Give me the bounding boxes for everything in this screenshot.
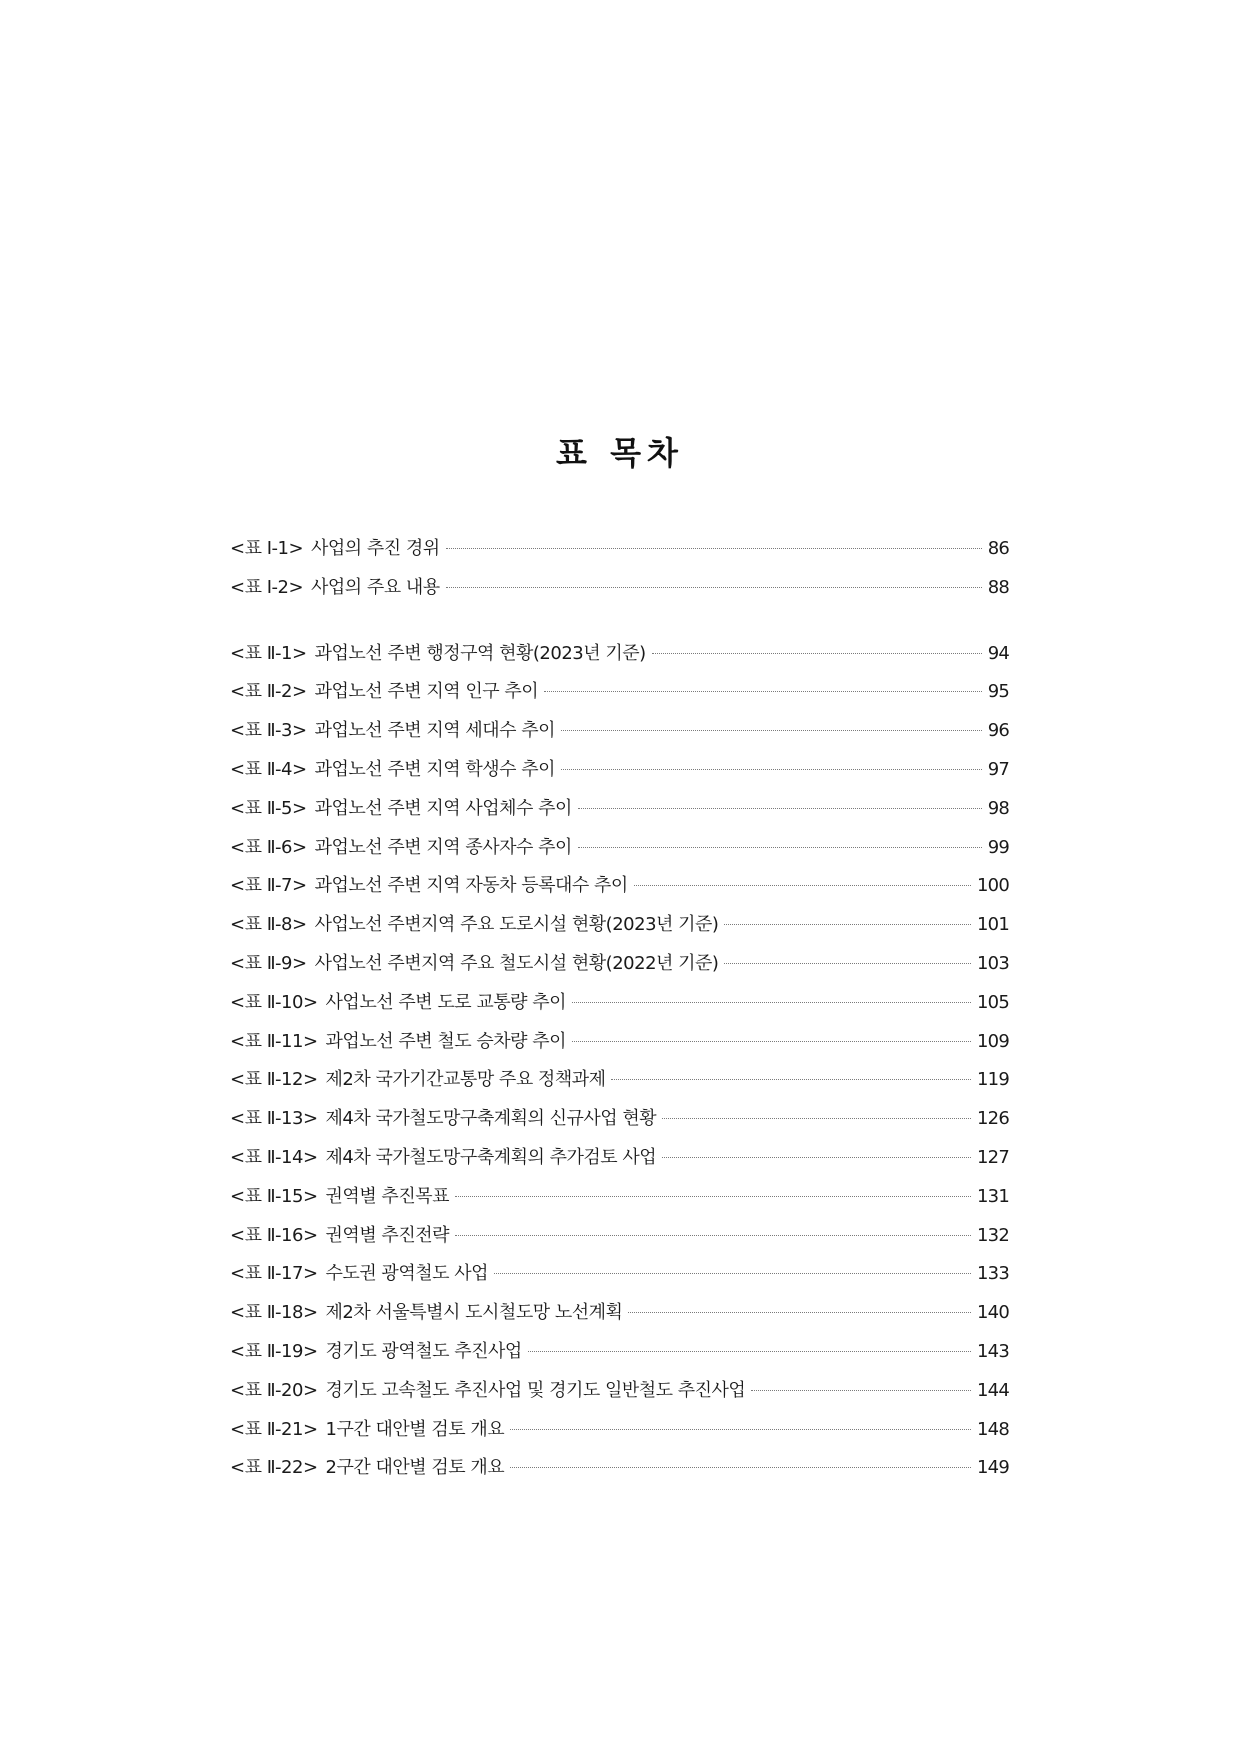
dot-leader bbox=[446, 548, 982, 549]
toc-entry[interactable] bbox=[230, 673, 1009, 712]
table-number: <표 Ⅱ-12> bbox=[230, 1069, 318, 1091]
table-number: <표 Ⅱ-2> bbox=[230, 681, 307, 703]
table-caption: 과업노선 주변 지역 인구 추이 bbox=[314, 681, 539, 703]
table-number: <표 Ⅱ-19> bbox=[230, 1340, 318, 1362]
toc-entry[interactable] bbox=[230, 1411, 1009, 1450]
page-number: 105 bbox=[977, 991, 1009, 1013]
page-number: 127 bbox=[977, 1146, 1009, 1168]
toc-entry[interactable] bbox=[230, 867, 1009, 906]
table-caption: 과업노선 주변 지역 세대수 추이 bbox=[314, 720, 556, 742]
table-caption: 사업노선 주변 도로 교통량 추이 bbox=[325, 991, 566, 1013]
page-number: 101 bbox=[977, 914, 1009, 936]
toc-entry[interactable] bbox=[230, 906, 1009, 945]
toc-entry[interactable] bbox=[230, 569, 1009, 608]
toc-entry[interactable] bbox=[230, 1449, 1009, 1488]
dot-leader bbox=[561, 769, 982, 770]
table-caption: 1구간 대안별 검토 개요 bbox=[325, 1418, 505, 1440]
table-number: <표 Ⅱ-21> bbox=[230, 1418, 318, 1440]
table-number: <표 Ⅱ-10> bbox=[230, 991, 318, 1013]
table-caption: 제4차 국가철도망구축계획의 신규사업 현황 bbox=[325, 1108, 657, 1130]
dot-leader bbox=[544, 691, 982, 692]
toc-entry[interactable] bbox=[230, 1372, 1009, 1411]
page-number: 131 bbox=[977, 1185, 1009, 1207]
page-number: 99 bbox=[987, 836, 1009, 858]
table-caption: 수도권 광역철도 사업 bbox=[325, 1263, 488, 1285]
table-caption: 제4차 국가철도망구축계획의 추가검토 사업 bbox=[325, 1146, 657, 1168]
page-title: 표 목차 bbox=[556, 434, 684, 472]
toc-entry[interactable] bbox=[230, 790, 1009, 829]
toc-entry[interactable] bbox=[230, 984, 1009, 1023]
table-caption: 권역별 추진전략 bbox=[325, 1224, 449, 1246]
page-number: 95 bbox=[987, 681, 1009, 703]
table-caption: 과업노선 주변 철도 승차량 추이 bbox=[325, 1030, 566, 1052]
table-caption: 2구간 대안별 검토 개요 bbox=[325, 1457, 505, 1479]
dot-leader bbox=[561, 730, 982, 731]
dot-leader bbox=[528, 1351, 971, 1352]
toc-entry[interactable] bbox=[230, 530, 1009, 569]
table-caption: 사업의 추진 경위 bbox=[311, 538, 440, 559]
page-number: 94 bbox=[987, 642, 1009, 664]
table-number: <표 Ⅱ-14> bbox=[230, 1146, 318, 1168]
dot-leader bbox=[455, 1235, 971, 1236]
table-caption: 과업노선 주변 행정구역 현황(2023년 기준) bbox=[314, 642, 646, 664]
table-caption: 경기도 고속철도 추진사업 및 경기도 일반철도 추진사업 bbox=[325, 1379, 746, 1401]
toc-entry[interactable] bbox=[230, 1333, 1009, 1372]
page-number: 86 bbox=[987, 538, 1009, 559]
page-number: 109 bbox=[977, 1030, 1009, 1052]
page-number: 88 bbox=[987, 576, 1009, 598]
page-number: 132 bbox=[977, 1224, 1009, 1246]
toc-group bbox=[230, 635, 1009, 1489]
page-number: 140 bbox=[977, 1302, 1009, 1324]
toc-group bbox=[230, 530, 1009, 608]
toc-entry[interactable] bbox=[230, 1255, 1009, 1294]
dot-leader bbox=[724, 924, 971, 925]
page-number: 100 bbox=[977, 875, 1009, 897]
page-number: 133 bbox=[977, 1263, 1009, 1285]
toc-entry[interactable] bbox=[230, 1294, 1009, 1333]
dot-leader bbox=[628, 1312, 971, 1313]
table-caption: 과업노선 주변 지역 종사자수 추이 bbox=[314, 836, 572, 858]
dot-leader bbox=[446, 587, 982, 588]
toc-entry[interactable] bbox=[230, 712, 1009, 751]
table-caption: 권역별 추진목표 bbox=[325, 1185, 449, 1207]
table-caption: 제2차 서울특별시 도시철도망 노선계획 bbox=[325, 1302, 623, 1324]
table-caption: 사업의 주요 내용 bbox=[311, 576, 440, 598]
table-caption: 제2차 국가기간교통망 주요 정책과제 bbox=[325, 1069, 606, 1091]
table-number: <표 Ⅰ-2> bbox=[230, 576, 304, 598]
table-number: <표 Ⅱ-9> bbox=[230, 952, 307, 974]
table-number: <표 Ⅱ-17> bbox=[230, 1263, 318, 1285]
dot-leader bbox=[578, 847, 982, 848]
table-number: <표 Ⅱ-22> bbox=[230, 1457, 318, 1479]
page-number: 97 bbox=[987, 758, 1009, 780]
toc-entry[interactable] bbox=[230, 945, 1009, 984]
dot-leader bbox=[634, 885, 971, 886]
dot-leader bbox=[455, 1196, 971, 1197]
toc-entry[interactable] bbox=[230, 751, 1009, 790]
page-number: 103 bbox=[977, 952, 1009, 974]
toc-entry[interactable] bbox=[230, 1178, 1009, 1217]
table-caption: 과업노선 주변 지역 자동차 등록대수 추이 bbox=[314, 875, 628, 897]
toc-entry[interactable] bbox=[230, 1061, 1009, 1100]
table-caption: 과업노선 주변 지역 사업체수 추이 bbox=[314, 797, 572, 819]
dot-leader bbox=[724, 963, 971, 964]
page-number: 119 bbox=[977, 1069, 1009, 1091]
table-number: <표 Ⅱ-11> bbox=[230, 1030, 318, 1052]
table-number: <표 Ⅰ-1> bbox=[230, 538, 304, 559]
dot-leader bbox=[751, 1390, 971, 1391]
dot-leader bbox=[662, 1157, 971, 1158]
dot-leader bbox=[652, 653, 982, 654]
page-number: 148 bbox=[977, 1418, 1009, 1440]
table-number: <표 Ⅱ-18> bbox=[230, 1302, 318, 1324]
table-number: <표 Ⅱ-3> bbox=[230, 720, 307, 742]
table-caption: 사업노선 주변지역 주요 철도시설 현황(2022년 기준) bbox=[314, 952, 719, 974]
page-number: 98 bbox=[987, 797, 1009, 819]
table-number: <표 Ⅱ-16> bbox=[230, 1224, 318, 1246]
dot-leader bbox=[494, 1273, 971, 1274]
dot-leader bbox=[572, 1041, 971, 1042]
table-caption: 경기도 광역철도 추진사업 bbox=[325, 1340, 522, 1362]
page-number: 143 bbox=[977, 1340, 1009, 1362]
table-number: <표 Ⅱ-6> bbox=[230, 836, 307, 858]
table-number: <표 Ⅱ-7> bbox=[230, 875, 307, 897]
dot-leader bbox=[510, 1429, 971, 1430]
table-number: <표 Ⅱ-13> bbox=[230, 1108, 318, 1130]
dot-leader bbox=[510, 1467, 971, 1468]
dot-leader bbox=[662, 1118, 971, 1119]
toc-entry[interactable] bbox=[230, 635, 1009, 674]
table-number: <표 Ⅱ-15> bbox=[230, 1185, 318, 1207]
table-number: <표 Ⅱ-4> bbox=[230, 758, 307, 780]
dot-leader bbox=[578, 808, 982, 809]
page-number: 126 bbox=[977, 1108, 1009, 1130]
table-number: <표 Ⅱ-5> bbox=[230, 797, 307, 819]
table-number: <표 Ⅱ-1> bbox=[230, 642, 307, 664]
toc-entry[interactable] bbox=[230, 829, 1009, 868]
toc-entry[interactable] bbox=[230, 1100, 1009, 1139]
table-caption: 과업노선 주변 지역 학생수 추이 bbox=[314, 758, 556, 780]
table-of-tables bbox=[230, 530, 1009, 1488]
dot-leader bbox=[572, 1002, 971, 1003]
page-number: 96 bbox=[987, 720, 1009, 742]
dot-leader bbox=[611, 1079, 971, 1080]
toc-entry[interactable] bbox=[230, 1023, 1009, 1062]
toc-entry[interactable] bbox=[230, 1217, 1009, 1256]
page-number: 149 bbox=[977, 1457, 1009, 1479]
table-number: <표 Ⅱ-8> bbox=[230, 914, 307, 936]
table-number: <표 Ⅱ-20> bbox=[230, 1379, 318, 1401]
table-caption: 사업노선 주변지역 주요 도로시설 현황(2023년 기준) bbox=[314, 914, 719, 936]
page-number: 144 bbox=[977, 1379, 1009, 1401]
toc-entry[interactable] bbox=[230, 1139, 1009, 1178]
